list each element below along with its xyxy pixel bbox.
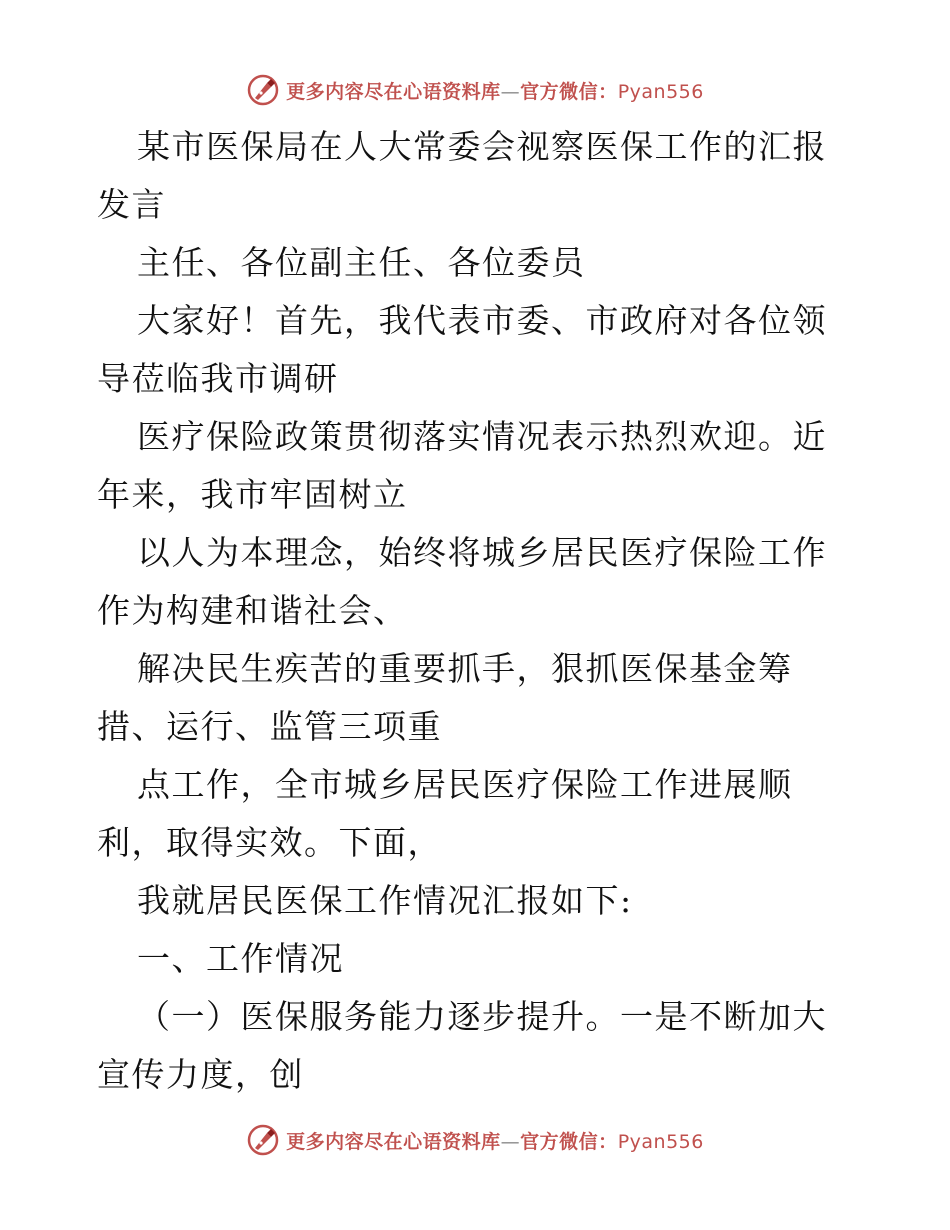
footer-watermark-banner [0, 1120, 950, 1160]
document-title: 某市医保局在人大常委会视察医保工作的汇报发言 [97, 127, 827, 224]
pen-nib-logo-icon [246, 73, 280, 107]
body-paragraph: 医疗保险政策贯彻落实情况表示热烈欢迎。近年来，我市牢固树立 [97, 417, 827, 514]
watermark-separator: — [500, 1130, 521, 1153]
watermark-contact-id: Pyan556 [617, 80, 704, 103]
watermark-contact-label: 官方微信： [520, 1130, 618, 1153]
salutation: 主任、各位副主任、各位委员 [137, 243, 586, 282]
body-paragraph: （一）医保服务能力逐步提升。一是不断加大宣传力度，创 [97, 997, 827, 1094]
watermark-separator: — [500, 80, 521, 103]
watermark-main-text: 更多内容尽在心语资料库 [286, 80, 501, 103]
watermark-contact-label: 官方微信： [520, 80, 618, 103]
document-body [97, 118, 857, 1104]
body-paragraph: 大家好！首先，我代表市委、市政府对各位领导莅临我市调研 [97, 301, 827, 398]
watermark-contact-id: Pyan556 [617, 1130, 704, 1153]
footer-watermark-text [286, 1127, 704, 1154]
header-watermark-text [286, 77, 704, 104]
watermark-main-text: 更多内容尽在心语资料库 [286, 1130, 501, 1153]
body-paragraph: 我就居民医保工作情况汇报如下: [137, 881, 633, 920]
header-watermark-banner [0, 70, 950, 110]
section-heading: 一、工作情况 [137, 939, 344, 978]
body-paragraph: 解决民生疾苦的重要抓手，狠抓医保基金筹措、运行、监管三项重 [97, 649, 793, 746]
body-paragraph: 以人为本理念，始终将城乡居民医疗保险工作作为构建和谐社会、 [97, 533, 827, 630]
pen-nib-logo-icon [246, 1123, 280, 1157]
body-paragraph: 点工作，全市城乡居民医疗保险工作进展顺利，取得实效。下面， [97, 765, 793, 862]
